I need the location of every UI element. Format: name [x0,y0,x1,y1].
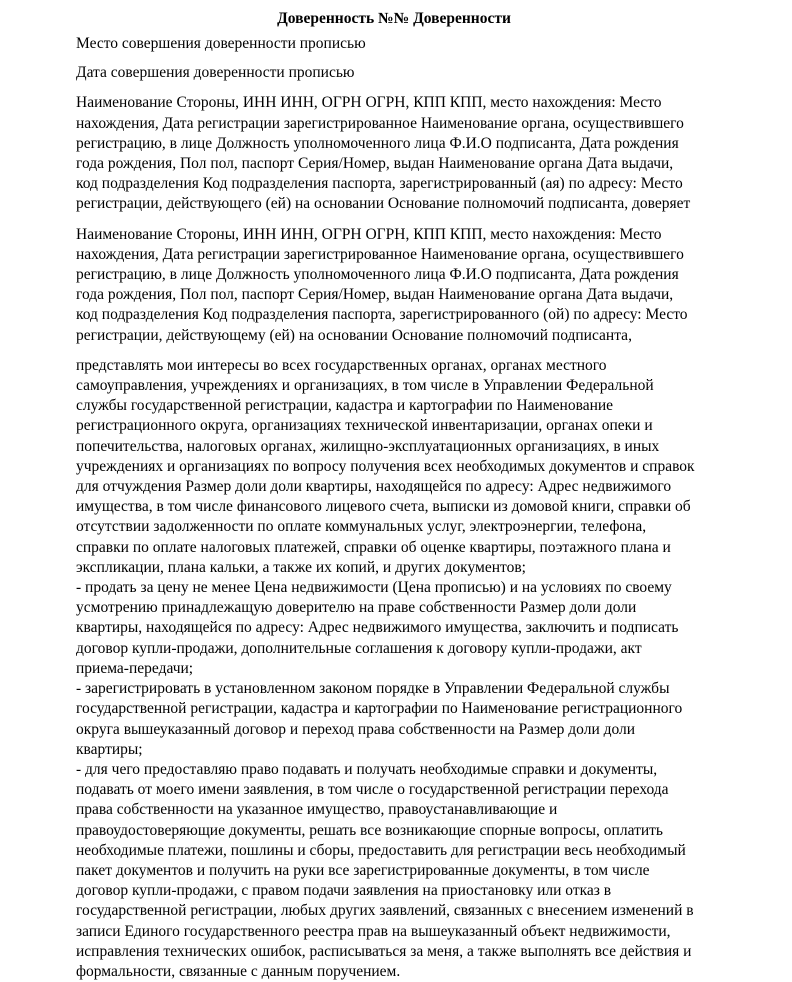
powers-line: справки по оплате налоговых платежей, справки об оценке квартиры, поэтажного плана и [76,538,671,556]
principal-line: регистрации, действующего (ей) на основании Основание полномочий подписанта, доверяет [76,195,691,213]
powers-line: договор купли-продажи, с правом подачи заявления на приостановку или отказ в [76,882,612,900]
powers-line: договор купли-продажи, дополнительные соглашения к договору купли-продажи, акт [76,639,642,657]
powers-line: подавать от моего имени заявления, в том числе о государственной регистрации перехода [76,781,669,799]
powers-line: квартиры; [76,740,143,758]
powers-line: самоуправления, учреждениях и организациях, в том числе в Управлении Федеральной [76,377,654,395]
attorney-line: регистрацию, в лице Должность уполномоченного лица Ф.И.О подписанта, Дата рождения [76,266,679,284]
principal-line: регистрацию, в лице Должность уполномоченного лица Ф.И.О подписанта, Дата рождения [76,134,679,152]
powers-line: экспликации, плана кальки, а также их копий, и других документов; [76,558,526,576]
powers-line: квартиры, находящейся по адресу: Адрес недвижимого имущества, заключить и подписать [76,619,679,637]
powers-line: формальности, связанные с данным поручением. [76,962,401,980]
powers-line: попечительства, налоговых органах, жилищно-эксплуатационных организациях, в иных [76,437,660,455]
attorney-line: код подразделения Код подразделения паспорта, зарегистрированного (ой) по адресу: Место [76,306,688,324]
principal-paragraph [76,93,712,214]
place-of-issue: Место совершения доверенности прописью [76,35,366,52]
powers-line: - для чего предоставляю право подавать и получать необходимые справки и документы, [76,760,658,778]
powers-line: необходимые платежи, пошлины и сборы, предоставить для регистрации весь необходимый [76,841,686,859]
document-title: Доверенность №№ Доверенности [277,10,511,27]
document-page [76,8,712,982]
powers-line: службы государственной регистрации, кадастра и картографии по Наименование [76,397,614,415]
powers-line: имущества, в том числе финансового лицевого счета, выписки из домовой книги, справки об [76,498,691,516]
powers-line: исправления технических ошибок, расписываться за меня, а также выполнять все действия и [76,942,692,960]
attorney-line: года рождения, Пол пол, паспорт Серия/Номер, выдан Наименование органа Дата выдачи, [76,286,674,304]
powers-line: - зарегистрировать в установленном законом порядке в Управлении Федеральной службы [76,680,670,698]
powers-line: государственной регистрации, любых других заявлений, связанных с внесением изменений в [76,902,694,920]
powers-line: права собственности на указанное имущество, правоустанавливающие и [76,801,558,819]
principal-line: нахождения, Дата регистрации зарегистрированное Наименование органа, осуществившего [76,114,684,132]
powers-line: регистрационного округа, организациях технической инвентаризации, органах опеки и [76,417,653,435]
powers-line: представлять мои интересы во всех государственных органах, органах местного [76,356,607,374]
powers-line: записи Единого государственного реестра прав на вышеуказанный объект недвижимости, [76,922,671,940]
principal-line: Наименование Стороны, ИНН ИНН, ОГРН ОГРН, КПП КПП, место нахождения: Место [76,94,662,112]
powers-paragraph [76,356,712,982]
powers-line: усмотрению принадлежащую доверителю на праве собственности Размер доли доли [76,599,637,617]
powers-line: учреждениях и организациях по вопросу получения всех необходимых документов и справок [76,457,695,475]
attorney-line: нахождения, Дата регистрации зарегистрированное Наименование органа, осуществившего [76,245,684,263]
powers-line: округа вышеуказанный договор и переход права собственности на Размер доли доли [76,720,636,738]
powers-line: государственной регистрации, кадастра и картографии по Наименование регистрационного [76,700,683,718]
powers-line: отсутствии задолженности по оплате коммунальных услуг, электроэнергии, телефона, [76,518,647,536]
date-of-issue: Дата совершения доверенности прописью [76,64,355,82]
powers-line: приема-передачи; [76,659,194,677]
powers-line: пакет документов и получить на руки все зарегистрированные документы, в том числе [76,861,650,879]
attorney-line: регистрации, действующему (ей) на основании Основание полномочий подписанта, [76,326,632,344]
attorney-paragraph [76,225,712,346]
attorney-line: Наименование Стороны, ИНН ИНН, ОГРН ОГРН, КПП КПП, место нахождения: Место [76,225,662,243]
principal-line: года рождения, Пол пол, паспорт Серия/Номер, выдан Наименование органа Дата выдачи, [76,155,674,173]
principal-line: код подразделения Код подразделения паспорта, зарегистрированный (ая) по адресу: Место [76,175,683,193]
powers-line: - продать за цену не менее Цена недвижимости (Цена прописью) и на условиях по своему [76,579,672,597]
powers-line: правоудостоверяющие документы, решать все возникающие спорные вопросы, оплатить [76,821,663,839]
powers-line: для отчуждения Размер доли доли квартиры, находящейся по адресу: Адрес недвижимого [76,478,672,496]
